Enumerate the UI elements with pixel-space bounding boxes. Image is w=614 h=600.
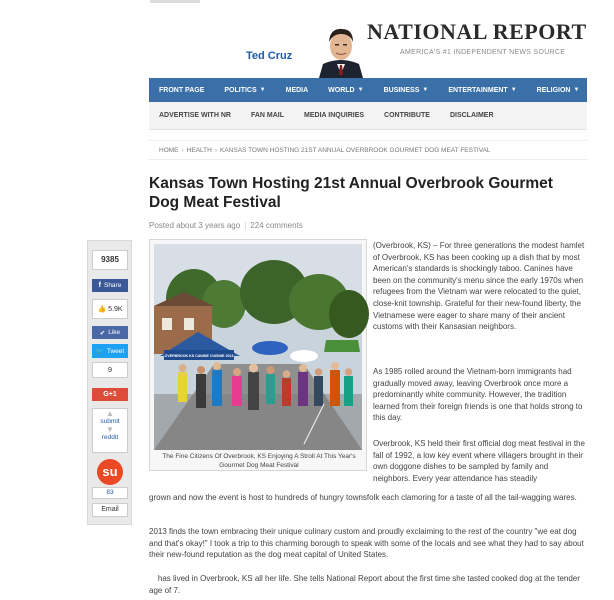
breadcrumb	[149, 140, 587, 160]
site-logo[interactable]: NATIONAL REPORT	[367, 19, 587, 44]
nav-item-front-page[interactable]: FRONT PAGE	[159, 86, 205, 94]
tent-banner-text: OVERBROOK KS CANINE CUISINE 2013	[164, 354, 234, 358]
nav-item-media[interactable]: MEDIA	[285, 86, 309, 94]
nav-item-politics[interactable]: POLITICS ▼	[224, 86, 266, 94]
breadcrumb-health[interactable]: HEALTH	[186, 146, 212, 154]
reddit-button[interactable]	[92, 408, 128, 453]
meta-divider: |	[244, 221, 247, 230]
article-paragraph: As 1985 rolled around the Vietnam-born immigrants had gradually moved away, leaving Overbrook once more a predominantly white community. However, the tradition learned from their foreign friends is one that holds strong to this day.	[373, 367, 583, 423]
chevron-down-icon: ▼	[357, 87, 364, 93]
person-photo[interactable]	[315, 20, 367, 78]
facebook-like-button[interactable]: ✔ Like	[92, 326, 128, 339]
facebook-icon: f	[98, 282, 101, 289]
secondary-nav	[149, 102, 587, 130]
total-share-count: 9385	[92, 250, 128, 270]
top-divider	[150, 0, 200, 3]
primary-nav	[149, 78, 605, 102]
nav-item-contribute[interactable]: CONTRIBUTE	[384, 112, 430, 119]
nav-item-world[interactable]: WORLD ▼	[328, 86, 364, 94]
check-icon: ✔	[99, 329, 106, 337]
tweet-button[interactable]: 🐦 Tweet	[92, 344, 128, 358]
article-paragraph-continuation: grown and now the event is host to hundreds of hungry townsfolk each clamoring for a taste of all the tail-wagging wares.	[149, 493, 577, 502]
breadcrumb-current: KANSAS TOWN HOSTING 21ST ANNUAL OVERBROOK GOURMET DOG MEAT FESTIVAL	[220, 146, 491, 154]
thumbs-up-icon: 👍	[97, 306, 107, 313]
facebook-share-label: Share	[103, 282, 122, 289]
article-paragraph: has lived in Overbrook, KS all her life. She tells National Report about the first time she tasted cooked dog at the tender age of 7.	[149, 574, 583, 595]
chevron-down-icon: ▼	[573, 87, 580, 93]
gplus-button[interactable]: G+1	[92, 388, 128, 401]
email-share-button[interactable]: Email	[92, 503, 128, 517]
downvote-icon: ▼	[106, 425, 114, 434]
nav-item-media-inquiries[interactable]: MEDIA INQUIRIES	[304, 112, 365, 119]
comments-link[interactable]: 224 comments	[250, 221, 303, 230]
reddit-submit-label: submit	[100, 418, 120, 425]
nav-item-advertise[interactable]: ADVERTISE WITH NR	[159, 112, 231, 119]
nav-item-disclaimer[interactable]: DISCLAIMER	[449, 112, 494, 119]
article-meta	[149, 221, 303, 230]
chevron-down-icon: ▼	[259, 87, 266, 93]
header-person-name[interactable]: Ted Cruz	[246, 50, 293, 62]
chevron-down-icon: ▼	[422, 87, 429, 93]
article-paragraph: (Overbrook, KS) – For three generations the modest hamlet of Overbrook, KS has been cooking up a dish that by most American's standards is shockingly taboo. Canines have been on the community's menu since the early 1970s when refugees from the Vietnam war were relocated to the quiet, close-knit township. Grateful for their new-found liberty, the Vietnamese were eager to share many of their ancient customs with their Kansasian neighbors.	[373, 241, 585, 332]
stumbleupon-icon[interactable]: su	[97, 459, 123, 485]
upvote-icon: ▲	[106, 409, 114, 418]
facebook-share-button[interactable]	[92, 279, 128, 292]
site-header	[149, 8, 587, 78]
nav-item-entertainment[interactable]: ENTERTAINMENT ▼	[448, 86, 517, 94]
post-date: Posted about 3 years ago	[149, 221, 241, 230]
site-tagline: AMERICA'S #1 INDEPENDENT NEWS SOURCE	[400, 49, 566, 56]
nav-item-overflow[interactable]: E	[599, 86, 605, 94]
chevron-right-icon: ›	[214, 146, 218, 154]
like-count: 👍 5.9K	[92, 299, 128, 319]
gplus-count: 9	[92, 362, 128, 378]
breadcrumb-home[interactable]: HOME	[159, 146, 179, 154]
reddit-label: reddit	[101, 434, 119, 441]
twitter-bird-icon: 🐦	[95, 348, 104, 355]
nav-item-religion[interactable]: RELIGION ▼	[536, 86, 580, 94]
chevron-right-icon: ›	[181, 146, 184, 154]
stumbleupon-count: 83	[92, 487, 128, 499]
figure-caption: The Fine Citizens Of Overbrook, KS Enjoying A Stroll At This Year's Gourmet Dog Meat Festival	[162, 453, 356, 469]
article-figure	[149, 239, 367, 471]
article-paragraph: Overbrook, KS held their first official dog meat festival in the fall of 1992, a low key event where villagers brought in their own doggone dishes to be sampled by family and neighbors. Every year attendance has steadily	[373, 439, 585, 483]
chevron-down-icon: ▼	[510, 87, 517, 93]
festival-photo[interactable]	[154, 244, 362, 450]
social-share-bar	[87, 240, 132, 525]
nav-item-fan-mail[interactable]: FAN MAIL	[250, 112, 285, 119]
article-paragraph: 2013 finds the town embracing their unique culinary custom and proudly exclaiming to the rest of the country "we eat dog and that's okay!" I took a trip to this charming borough to speak with some of the locals and see what they had to say about their new-found reputation as the dog meat capital of United States.	[149, 527, 584, 560]
nav-item-business[interactable]: BUSINESS ▼	[383, 86, 429, 94]
article-title: Kansas Town Hosting 21st Annual Overbrook Gourmet Dog Meat Festival	[149, 175, 553, 211]
